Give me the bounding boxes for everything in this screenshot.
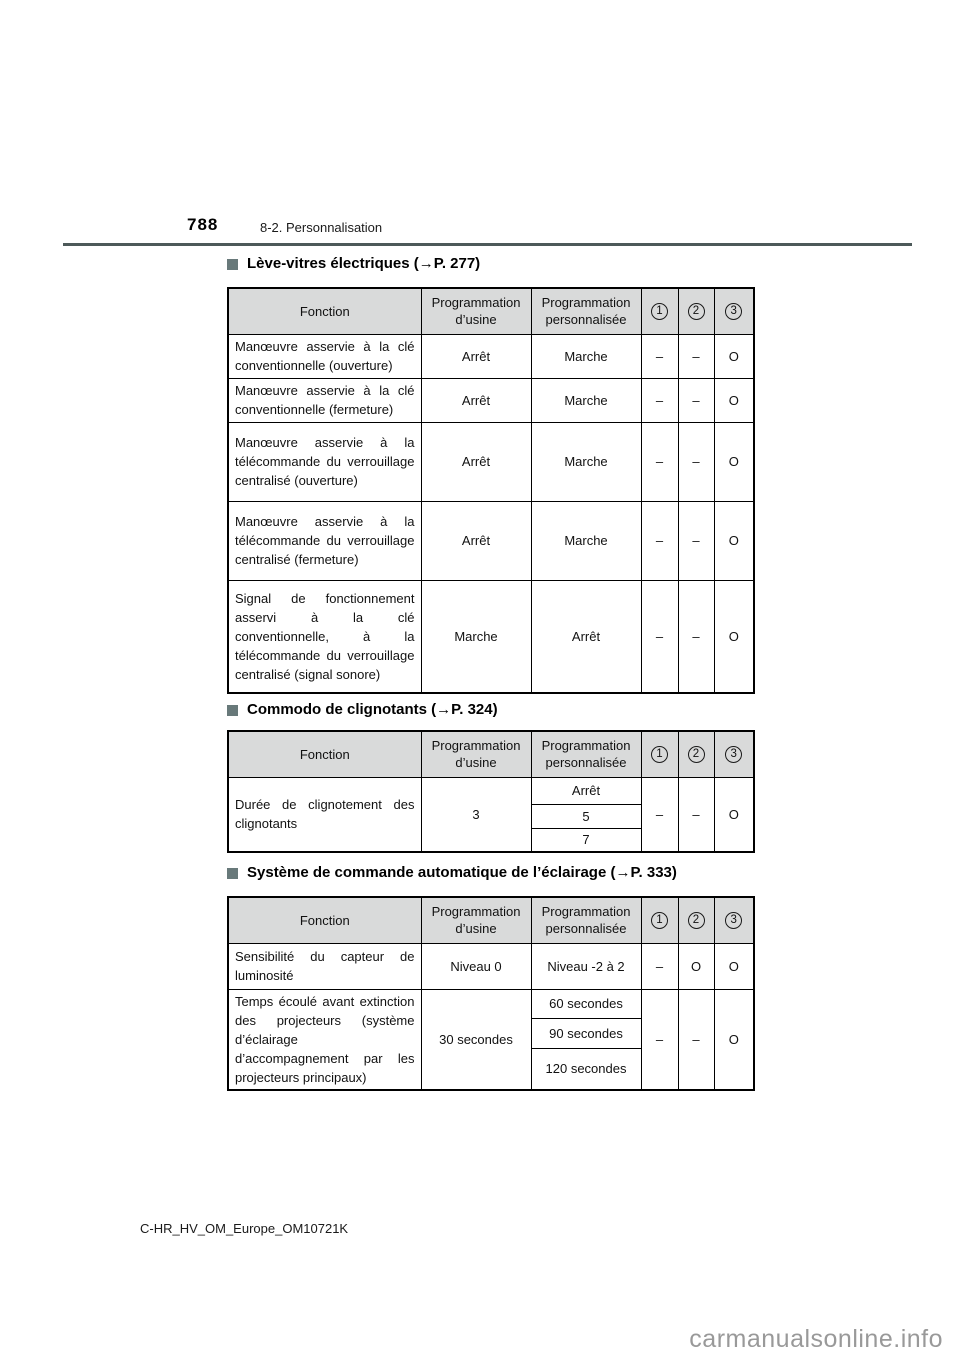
column-header-custom: Programmation personnalisée <box>531 288 641 334</box>
factory-setting-cell: Arrêt <box>421 378 531 422</box>
table-row <box>228 943 754 989</box>
key2-cell: – <box>678 989 714 1090</box>
custom-setting-cell: Marche <box>531 334 641 378</box>
key1-cell: – <box>641 580 678 693</box>
factory-setting-cell: Arrêt <box>421 334 531 378</box>
custom-setting-cell: 120 secondes <box>531 1048 641 1089</box>
function-cell: Manœuvre asservie à la clé conventionnelle (fermeture) <box>228 378 421 422</box>
key3-cell: O <box>714 422 754 501</box>
column-header-key1 <box>641 731 678 777</box>
key1-cell: – <box>641 989 678 1090</box>
settings-table-commodo <box>227 730 755 853</box>
circled-1-icon: 1 <box>651 746 668 763</box>
table-header-row <box>228 897 754 943</box>
settings-table-eclairage <box>227 896 755 1091</box>
key3-cell: O <box>714 378 754 422</box>
column-header-key2 <box>678 731 714 777</box>
function-cell: Manœuvre asservie à la télécommande du verrouillage centralisé (fermeture) <box>228 501 421 580</box>
column-header-fonction: Fonction <box>228 731 421 777</box>
table-row <box>228 989 754 1019</box>
factory-setting-cell: Niveau 0 <box>421 943 531 989</box>
key1-cell: – <box>641 777 678 852</box>
key2-cell: – <box>678 777 714 852</box>
section-heading-commodo <box>227 701 498 718</box>
section-bullet-icon <box>227 868 238 879</box>
section-heading-leve-vitres <box>227 255 480 272</box>
column-header-key3 <box>714 731 754 777</box>
column-header-fonction: Fonction <box>228 288 421 334</box>
key2-cell: – <box>678 378 714 422</box>
custom-setting-cell: Arrêt <box>531 580 641 693</box>
factory-setting-cell: Marche <box>421 580 531 693</box>
key3-cell: O <box>714 943 754 989</box>
custom-setting-cell: Niveau -2 à 2 <box>531 943 641 989</box>
custom-setting-cell: Marche <box>531 378 641 422</box>
key2-cell: – <box>678 422 714 501</box>
key2-cell: – <box>678 501 714 580</box>
column-header-key1 <box>641 897 678 943</box>
function-cell: Manœuvre asservie à la clé conventionnelle (ouverture) <box>228 334 421 378</box>
function-cell: Temps écoulé avant extinction des projecteurs (système d’éclairage d’accompagnement par les projecteurs principaux) <box>228 989 421 1090</box>
table-row <box>228 501 754 580</box>
custom-setting-cell: 7 <box>531 828 641 852</box>
key1-cell: – <box>641 378 678 422</box>
table-row <box>228 580 754 693</box>
key1-cell: – <box>641 943 678 989</box>
table-row <box>228 777 754 804</box>
factory-setting-cell: 3 <box>421 777 531 852</box>
function-cell: Durée de clignotement des clignotants <box>228 777 421 852</box>
key3-cell: O <box>714 989 754 1090</box>
table-header-row <box>228 288 754 334</box>
key1-cell: – <box>641 334 678 378</box>
table-row <box>228 334 754 378</box>
section-bullet-icon <box>227 259 238 270</box>
table-row <box>228 422 754 501</box>
circled-2-icon: 2 <box>688 912 705 929</box>
circled-1-icon: 1 <box>651 912 668 929</box>
factory-setting-cell: 30 secondes <box>421 989 531 1090</box>
table-header-row <box>228 731 754 777</box>
column-header-key3 <box>714 897 754 943</box>
key3-cell: O <box>714 580 754 693</box>
table-row <box>228 378 754 422</box>
column-header-factory: Programmation d’usine <box>421 897 531 943</box>
circled-3-icon: 3 <box>725 746 742 763</box>
page-number: 788 <box>187 215 219 234</box>
key2-cell: – <box>678 334 714 378</box>
key3-cell: O <box>714 501 754 580</box>
section-title: Commodo de clignotants (→P. 324) <box>247 701 498 718</box>
settings-table-leve-vitres <box>227 287 755 694</box>
custom-setting-cell: Arrêt <box>531 777 641 804</box>
column-header-key3 <box>714 288 754 334</box>
custom-setting-cell: Marche <box>531 422 641 501</box>
factory-setting-cell: Arrêt <box>421 501 531 580</box>
function-cell: Manœuvre asservie à la télécommande du verrouillage centralisé (ouverture) <box>228 422 421 501</box>
key2-cell: O <box>678 943 714 989</box>
section-title: Système de commande automatique de l’éclairage (→P. 333) <box>247 864 677 881</box>
circled-3-icon: 3 <box>725 303 742 320</box>
column-header-factory: Programmation d’usine <box>421 288 531 334</box>
circled-3-icon: 3 <box>725 912 742 929</box>
key1-cell: – <box>641 422 678 501</box>
column-header-key2 <box>678 897 714 943</box>
site-watermark: carmanualsonline.info <box>689 1325 943 1353</box>
column-header-fonction: Fonction <box>228 897 421 943</box>
circled-2-icon: 2 <box>688 303 705 320</box>
key3-cell: O <box>714 777 754 852</box>
key3-cell: O <box>714 334 754 378</box>
circled-2-icon: 2 <box>688 746 705 763</box>
footer-document-code: C-HR_HV_OM_Europe_OM10721K <box>140 1221 349 1236</box>
column-header-key1 <box>641 288 678 334</box>
factory-setting-cell: Arrêt <box>421 422 531 501</box>
column-header-custom: Programmation personnalisée <box>531 731 641 777</box>
column-header-key2 <box>678 288 714 334</box>
header-rule <box>63 243 912 246</box>
function-cell: Signal de fonctionnement asservi à la clé conventionnelle, à la télécommande du verrouillage centralisé (signal sonore) <box>228 580 421 693</box>
function-cell: Sensibilité du capteur de luminosité <box>228 943 421 989</box>
column-header-custom: Programmation personnalisée <box>531 897 641 943</box>
key1-cell: – <box>641 501 678 580</box>
key2-cell: – <box>678 580 714 693</box>
circled-1-icon: 1 <box>651 303 668 320</box>
custom-setting-cell: 90 secondes <box>531 1019 641 1049</box>
section-title: Lève-vitres électriques (→P. 277) <box>247 255 481 272</box>
section-bullet-icon <box>227 705 238 716</box>
custom-setting-cell: 60 secondes <box>531 989 641 1019</box>
chapter-title: 8-2. Personnalisation <box>260 220 383 235</box>
section-heading-eclairage <box>227 864 677 881</box>
custom-setting-cell: Marche <box>531 501 641 580</box>
custom-setting-cell: 5 <box>531 804 641 828</box>
column-header-factory: Programmation d’usine <box>421 731 531 777</box>
